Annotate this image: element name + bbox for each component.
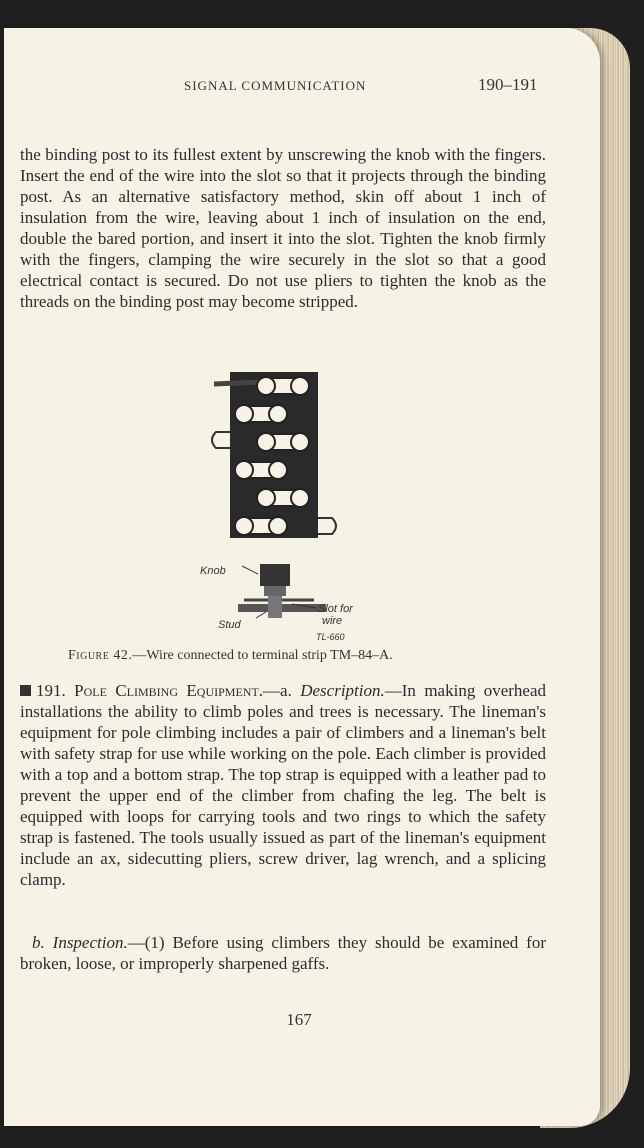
figure-code: TL-660	[316, 632, 345, 642]
label-stud: Stud	[218, 619, 241, 631]
section-number: 191.	[36, 681, 66, 700]
binding-post-detail	[238, 564, 326, 618]
terminal-strip-illustration	[200, 368, 364, 648]
subsection-b-text: —(1) Before using climbers they should be examined for broken, loose, or improperly sharpened gaffs.	[20, 933, 546, 973]
section-title: Pole Climbing Equipment.	[74, 681, 264, 700]
running-title: SIGNAL COMMUNICATION	[184, 78, 367, 93]
figure-caption	[68, 648, 393, 664]
subsection-b-title: Inspection.	[52, 933, 128, 952]
paragraph-binding-post	[20, 144, 546, 312]
subsection-a-text: —In making overhead installations the ability to climb poles and trees is necessary. The lineman's equipment for pole climbing includes a pair of climbers and a lineman's belt with safety strap for use while working on the pole. Each climber is provided with a top and a bottom strap. The top strap is equipped with a leather pad to prevent the upper end of the climber from chafing the leg. The belt is equipped with loops for carrying tools and two rings to which the safety strap is fastened. The tools usually issued as part of the lineman's equipment include an ax, sidecutting pliers, screw driver, lag wrench, and a splicing clamp.	[20, 681, 547, 889]
section-191	[20, 680, 546, 890]
mounting-hook-left	[212, 432, 230, 448]
terminal-block	[230, 372, 318, 538]
paragraph-range: 190–191	[478, 75, 538, 94]
label-slot-wire: wire	[322, 615, 343, 627]
page-number: 167	[286, 1010, 312, 1029]
subsection-b-label: b.	[32, 933, 45, 952]
label-slot: Slot for	[318, 603, 353, 615]
subsection-a-title: Description.	[300, 681, 385, 700]
figure-terminal-strip	[200, 368, 364, 648]
section-marker-icon	[20, 685, 31, 696]
caption-text: —Wire connected to terminal strip TM–84–A.	[132, 648, 393, 663]
running-header	[4, 75, 600, 98]
subsection-a-label: —a.	[263, 681, 292, 700]
subsection-b	[20, 932, 546, 974]
wire-lead	[214, 382, 260, 384]
mounting-hook-right	[318, 518, 336, 534]
caption-label: Figure 42.	[68, 648, 133, 663]
paragraph-text: the binding post to its fullest extent by unscrewing the knob with the fingers. Insert the end of the wire into the slot so that it projects through the binding post. As an alternative satisfactory method, skin off about 1 inch of insulation from the wire, leaving about 1 inch of insulation on the end, double the bared portion, and insert it into the slot. Tighten the knob firmly with the fingers, clamping the wire securely in the slot so that a good electrical contact is secured. Do not use pliers to tighten the knob as the threads on the binding post may become stripped.	[20, 145, 546, 311]
book-page	[4, 28, 600, 1126]
label-knob: Knob	[200, 565, 226, 577]
